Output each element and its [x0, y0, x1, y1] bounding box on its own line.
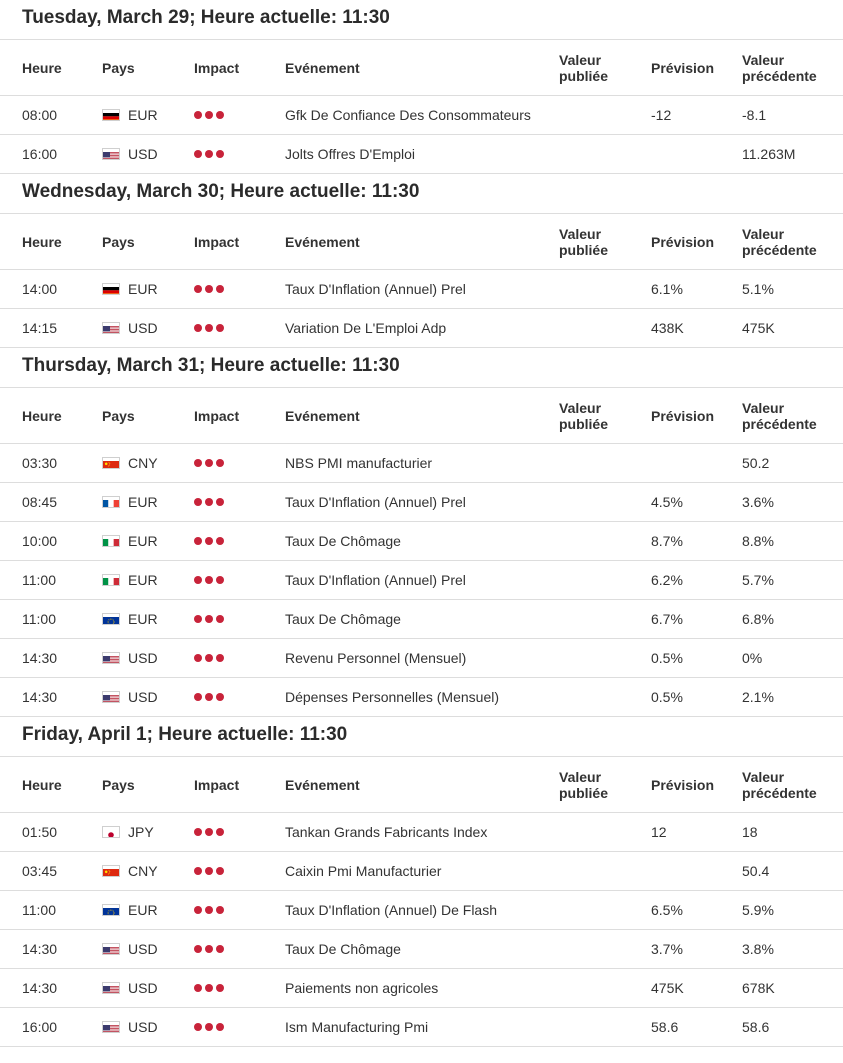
- impact-dot-icon: [194, 654, 202, 662]
- impact-dot-icon: [205, 828, 213, 836]
- event-time: 14:30: [22, 980, 58, 996]
- event-time: 08:00: [22, 107, 58, 123]
- impact-dot-icon: [205, 906, 213, 914]
- impact-dot-icon: [205, 615, 213, 623]
- event-time: 10:00: [22, 533, 58, 549]
- col-forecast-header: Prévision: [651, 408, 715, 424]
- impact-dot-icon: [216, 285, 224, 293]
- col-previous-header: [742, 388, 817, 444]
- column-header-row: [0, 214, 843, 270]
- event-row[interactable]: [0, 309, 843, 348]
- impact-dot-icon: [194, 150, 202, 158]
- flag-cell: [102, 891, 120, 929]
- impact-dot-icon: [194, 537, 202, 545]
- col-time-header: Heure: [22, 60, 62, 76]
- currency-code: CNY: [128, 863, 158, 879]
- impact-indicator: [194, 639, 227, 677]
- forecast-value: 475K: [651, 980, 684, 996]
- col-event-header: Evénement: [285, 408, 360, 424]
- col-actual-header-text: [559, 769, 608, 801]
- flag-cell: [102, 561, 120, 599]
- impact-dot-icon: [194, 615, 202, 623]
- previous-value: 5.9%: [742, 902, 774, 918]
- event-row[interactable]: [0, 891, 843, 930]
- impact-dot-icon: [205, 285, 213, 293]
- col-previous-line1: Valeur: [742, 226, 785, 242]
- currency-code: EUR: [128, 107, 158, 123]
- forecast-value: 438K: [651, 320, 684, 336]
- day-heading: Thursday, March 31; Heure actuelle: 11:30: [0, 348, 843, 388]
- impact-indicator: [194, 891, 227, 929]
- event-name[interactable]: Tankan Grands Fabricants Index: [285, 824, 488, 840]
- it-flag-icon: [102, 574, 120, 586]
- col-actual-header-text: [559, 400, 608, 432]
- it-flag-icon: [102, 535, 120, 547]
- currency-code: EUR: [128, 902, 158, 918]
- event-row[interactable]: [0, 852, 843, 891]
- impact-dot-icon: [216, 906, 224, 914]
- event-time: 16:00: [22, 146, 58, 162]
- previous-value: 5.7%: [742, 572, 774, 588]
- impact-indicator: [194, 813, 227, 851]
- impact-indicator: [194, 969, 227, 1007]
- col-impact-header: Impact: [194, 777, 240, 793]
- flag-cell: [102, 135, 120, 173]
- currency-code: EUR: [128, 533, 158, 549]
- currency-code: USD: [128, 146, 158, 162]
- event-name[interactable]: Paiements non agricoles: [285, 980, 439, 996]
- impact-dot-icon: [194, 828, 202, 836]
- previous-value: 11.263M: [742, 146, 796, 162]
- col-actual-line1: Valeur: [559, 52, 602, 68]
- currency-code: EUR: [128, 494, 158, 510]
- forecast-value: 6.5%: [651, 902, 683, 918]
- event-name[interactable]: Taux D'Inflation (Annuel) De Flash: [285, 902, 497, 918]
- impact-dot-icon: [205, 150, 213, 158]
- col-impact-header: Impact: [194, 60, 240, 76]
- impact-dot-icon: [216, 654, 224, 662]
- impact-dot-icon: [205, 984, 213, 992]
- currency-code: USD: [128, 689, 158, 705]
- event-time: 14:30: [22, 941, 58, 957]
- event-time: 16:00: [22, 1019, 58, 1035]
- col-previous-line2: précédente: [742, 416, 817, 432]
- col-event-header: Evénement: [285, 777, 360, 793]
- impact-indicator: [194, 678, 227, 716]
- col-previous-header: [742, 214, 817, 270]
- impact-dot-icon: [194, 498, 202, 506]
- impact-indicator: [194, 309, 227, 347]
- event-name[interactable]: Dépenses Personnelles (Mensuel): [285, 689, 499, 705]
- cn-flag-icon: [102, 865, 120, 877]
- col-time-header: Heure: [22, 777, 62, 793]
- col-previous-header-text: [742, 52, 817, 84]
- event-name[interactable]: Taux D'Inflation (Annuel) Prel: [285, 281, 466, 297]
- event-row[interactable]: [0, 522, 843, 561]
- forecast-value: 6.7%: [651, 611, 683, 627]
- flag-cell: [102, 813, 120, 851]
- currency-code: CNY: [128, 455, 158, 471]
- flag-cell: [102, 930, 120, 968]
- currency-code: EUR: [128, 611, 158, 627]
- impact-dot-icon: [216, 498, 224, 506]
- col-actual-header-text: [559, 52, 608, 84]
- event-time: 01:50: [22, 824, 58, 840]
- cn-flag-icon: [102, 457, 120, 469]
- col-event-header: Evénement: [285, 60, 360, 76]
- event-row[interactable]: [0, 270, 843, 309]
- event-row[interactable]: [0, 135, 843, 174]
- col-actual-header-text: [559, 226, 608, 258]
- currency-code: USD: [128, 320, 158, 336]
- impact-indicator: [194, 135, 227, 173]
- currency-code: USD: [128, 650, 158, 666]
- previous-value: 3.6%: [742, 494, 774, 510]
- event-time: 14:15: [22, 320, 58, 336]
- previous-value: 0%: [742, 650, 763, 666]
- impact-dot-icon: [205, 111, 213, 119]
- previous-value: 50.2: [742, 455, 770, 471]
- event-name[interactable]: Jolts Offres D'Emploi: [285, 146, 416, 162]
- de-flag-icon: [102, 283, 120, 295]
- previous-value: 678K: [742, 980, 775, 996]
- event-time: 14:30: [22, 689, 58, 705]
- col-previous-line2: précédente: [742, 68, 817, 84]
- impact-dot-icon: [205, 576, 213, 584]
- event-row[interactable]: [0, 483, 843, 522]
- us-flag-icon: [102, 1021, 120, 1033]
- event-name[interactable]: Revenu Personnel (Mensuel): [285, 650, 467, 666]
- previous-value: 6.8%: [742, 611, 774, 627]
- impact-dot-icon: [194, 111, 202, 119]
- flag-cell: [102, 522, 120, 560]
- event-name[interactable]: Taux De Chômage: [285, 611, 401, 627]
- previous-value: 50.4: [742, 863, 770, 879]
- currency-code: USD: [128, 980, 158, 996]
- impact-dot-icon: [216, 576, 224, 584]
- impact-dot-icon: [205, 537, 213, 545]
- col-previous-line2: précédente: [742, 242, 817, 258]
- column-header-row: [0, 757, 843, 813]
- col-previous-header-text: [742, 400, 817, 432]
- previous-value: -8.1: [742, 107, 767, 123]
- event-time: 11:00: [22, 902, 56, 918]
- column-header-row: [0, 40, 843, 96]
- flag-cell: [102, 639, 120, 677]
- event-name[interactable]: Taux De Chômage: [285, 941, 401, 957]
- impact-dot-icon: [194, 693, 202, 701]
- day-heading: Wednesday, March 30; Heure actuelle: 11:30: [0, 174, 843, 214]
- previous-value: 3.8%: [742, 941, 774, 957]
- col-actual-line2: publiée: [559, 416, 609, 432]
- previous-value: 5.1%: [742, 281, 774, 297]
- event-time: 11:00: [22, 611, 56, 627]
- forecast-value: 4.5%: [651, 494, 683, 510]
- flag-cell: [102, 600, 120, 638]
- flag-cell: [102, 444, 120, 482]
- eu-flag-icon: [102, 613, 120, 625]
- impact-dot-icon: [216, 111, 224, 119]
- col-previous-header-text: [742, 769, 817, 801]
- impact-dot-icon: [216, 150, 224, 158]
- col-previous-line1: Valeur: [742, 769, 785, 785]
- forecast-value: -12: [651, 107, 672, 123]
- day-heading: Tuesday, March 29; Heure actuelle: 11:30: [0, 0, 843, 40]
- flag-cell: [102, 270, 120, 308]
- col-impact-header: Impact: [194, 408, 240, 424]
- col-actual-header: [559, 40, 608, 96]
- col-actual-line1: Valeur: [559, 226, 602, 242]
- col-forecast-header: Prévision: [651, 777, 715, 793]
- flag-cell: [102, 96, 120, 134]
- flag-cell: [102, 483, 120, 521]
- day-section: [0, 0, 843, 174]
- impact-dot-icon: [216, 867, 224, 875]
- day-section: [0, 348, 843, 717]
- col-actual-header: [559, 757, 608, 813]
- impact-indicator: [194, 600, 227, 638]
- col-actual-header: [559, 388, 608, 444]
- de-flag-icon: [102, 109, 120, 121]
- impact-dot-icon: [205, 693, 213, 701]
- impact-dot-icon: [194, 906, 202, 914]
- event-time: 11:00: [22, 572, 56, 588]
- impact-indicator: [194, 852, 227, 890]
- event-row[interactable]: [0, 678, 843, 717]
- impact-dot-icon: [216, 945, 224, 953]
- impact-dot-icon: [205, 459, 213, 467]
- event-row[interactable]: [0, 930, 843, 969]
- us-flag-icon: [102, 943, 120, 955]
- previous-value: 475K: [742, 320, 775, 336]
- impact-dot-icon: [194, 945, 202, 953]
- col-previous-header: [742, 40, 817, 96]
- event-name[interactable]: NBS PMI manufacturier: [285, 455, 433, 471]
- day-heading: Friday, April 1; Heure actuelle: 11:30: [0, 717, 843, 757]
- impact-indicator: [194, 483, 227, 521]
- impact-dot-icon: [216, 828, 224, 836]
- currency-code: USD: [128, 1019, 158, 1035]
- forecast-value: 58.6: [651, 1019, 679, 1035]
- event-time: 03:30: [22, 455, 58, 471]
- event-row[interactable]: [0, 969, 843, 1008]
- col-event-header: Evénement: [285, 234, 360, 250]
- impact-indicator: [194, 522, 227, 560]
- impact-dot-icon: [194, 459, 202, 467]
- impact-dot-icon: [216, 693, 224, 701]
- currency-code: USD: [128, 941, 158, 957]
- col-time-header: Heure: [22, 234, 62, 250]
- event-row[interactable]: [0, 813, 843, 852]
- column-header-row: [0, 388, 843, 444]
- event-row[interactable]: [0, 1008, 843, 1047]
- impact-dot-icon: [194, 984, 202, 992]
- impact-indicator: [194, 930, 227, 968]
- impact-dot-icon: [205, 1023, 213, 1031]
- flag-cell: [102, 309, 120, 347]
- currency-code: JPY: [128, 824, 154, 840]
- col-actual-line1: Valeur: [559, 400, 602, 416]
- impact-dot-icon: [194, 285, 202, 293]
- previous-value: 8.8%: [742, 533, 774, 549]
- impact-dot-icon: [216, 537, 224, 545]
- currency-code: EUR: [128, 572, 158, 588]
- forecast-value: 3.7%: [651, 941, 683, 957]
- col-forecast-header: Prévision: [651, 234, 715, 250]
- event-time: 08:45: [22, 494, 58, 510]
- forecast-value: 8.7%: [651, 533, 683, 549]
- previous-value: 18: [742, 824, 758, 840]
- previous-value: 2.1%: [742, 689, 774, 705]
- col-country-header: Pays: [102, 408, 135, 424]
- flag-cell: [102, 1008, 120, 1046]
- event-row[interactable]: [0, 444, 843, 483]
- forecast-value: 6.2%: [651, 572, 683, 588]
- impact-indicator: [194, 561, 227, 599]
- event-name[interactable]: Variation De L'Emploi Adp: [285, 320, 447, 336]
- forecast-value: 0.5%: [651, 650, 683, 666]
- event-name[interactable]: Taux D'Inflation (Annuel) Prel: [285, 572, 466, 588]
- event-name[interactable]: Taux De Chômage: [285, 533, 401, 549]
- impact-indicator: [194, 1008, 227, 1046]
- col-actual-header: [559, 214, 608, 270]
- event-time: 14:30: [22, 650, 58, 666]
- col-country-header: Pays: [102, 60, 135, 76]
- event-row[interactable]: [0, 600, 843, 639]
- fr-flag-icon: [102, 496, 120, 508]
- impact-dot-icon: [205, 945, 213, 953]
- impact-dot-icon: [216, 459, 224, 467]
- eu-flag-icon: [102, 904, 120, 916]
- event-row[interactable]: [0, 561, 843, 600]
- col-previous-line1: Valeur: [742, 400, 785, 416]
- impact-dot-icon: [216, 984, 224, 992]
- us-flag-icon: [102, 652, 120, 664]
- impact-indicator: [194, 270, 227, 308]
- col-actual-line2: publiée: [559, 785, 609, 801]
- impact-dot-icon: [216, 615, 224, 623]
- day-section: [0, 174, 843, 348]
- event-name[interactable]: Taux D'Inflation (Annuel) Prel: [285, 494, 466, 510]
- col-time-header: Heure: [22, 408, 62, 424]
- col-actual-line2: publiée: [559, 242, 609, 258]
- flag-cell: [102, 852, 120, 890]
- previous-value: 58.6: [742, 1019, 770, 1035]
- us-flag-icon: [102, 322, 120, 334]
- col-actual-line2: publiée: [559, 68, 609, 84]
- impact-dot-icon: [205, 498, 213, 506]
- col-country-header: Pays: [102, 777, 135, 793]
- day-section: [0, 717, 843, 1047]
- impact-dot-icon: [194, 1023, 202, 1031]
- col-previous-header: [742, 757, 817, 813]
- impact-dot-icon: [216, 324, 224, 332]
- event-row[interactable]: [0, 639, 843, 678]
- col-forecast-header: Prévision: [651, 60, 715, 76]
- forecast-value: 0.5%: [651, 689, 683, 705]
- event-name[interactable]: Gfk De Confiance Des Consommateurs: [285, 107, 531, 123]
- col-country-header: Pays: [102, 234, 135, 250]
- forecast-value: 12: [651, 824, 667, 840]
- us-flag-icon: [102, 691, 120, 703]
- flag-cell: [102, 969, 120, 1007]
- impact-indicator: [194, 96, 227, 134]
- forecast-value: 6.1%: [651, 281, 683, 297]
- us-flag-icon: [102, 982, 120, 994]
- col-previous-line2: précédente: [742, 785, 817, 801]
- impact-indicator: [194, 444, 227, 482]
- us-flag-icon: [102, 148, 120, 160]
- impact-dot-icon: [194, 576, 202, 584]
- impact-dot-icon: [205, 324, 213, 332]
- impact-dot-icon: [205, 654, 213, 662]
- event-time: 14:00: [22, 281, 58, 297]
- impact-dot-icon: [216, 1023, 224, 1031]
- col-impact-header: Impact: [194, 234, 240, 250]
- impact-dot-icon: [194, 867, 202, 875]
- impact-dot-icon: [194, 324, 202, 332]
- currency-code: EUR: [128, 281, 158, 297]
- event-time: 03:45: [22, 863, 58, 879]
- event-row[interactable]: [0, 96, 843, 135]
- event-name[interactable]: Ism Manufacturing Pmi: [285, 1019, 429, 1035]
- jp-flag-icon: [102, 826, 120, 838]
- col-actual-line1: Valeur: [559, 769, 602, 785]
- impact-dot-icon: [205, 867, 213, 875]
- col-previous-header-text: [742, 226, 817, 258]
- event-name[interactable]: Caixin Pmi Manufacturier: [285, 863, 442, 879]
- col-previous-line1: Valeur: [742, 52, 785, 68]
- flag-cell: [102, 678, 120, 716]
